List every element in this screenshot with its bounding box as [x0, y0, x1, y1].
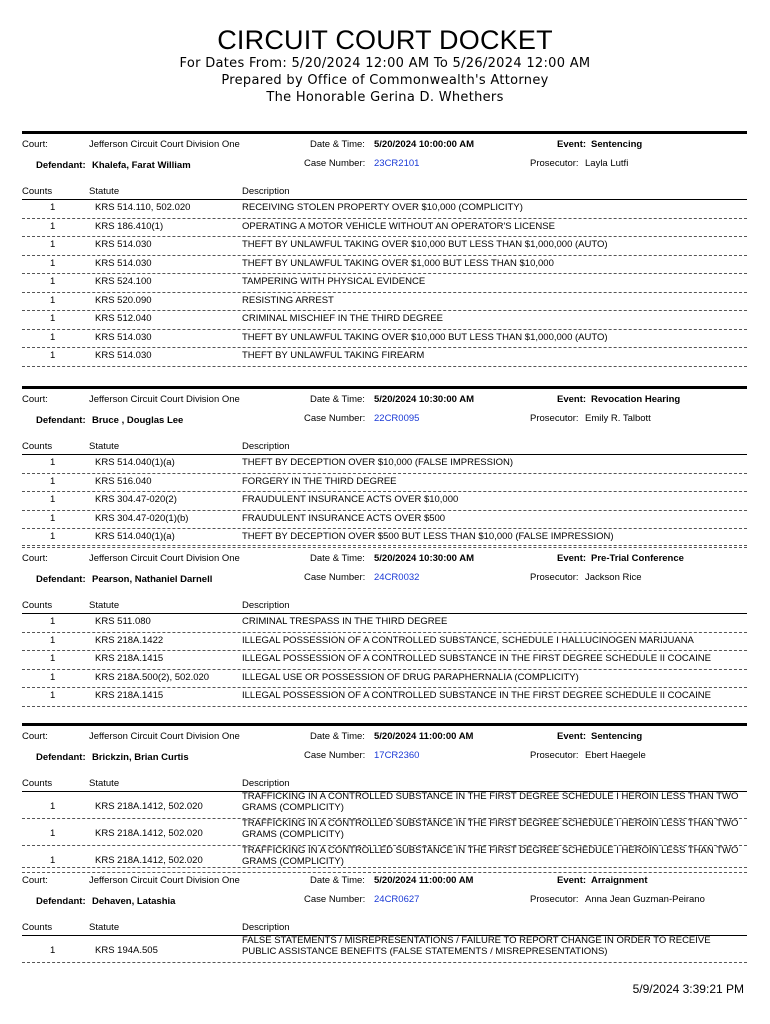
charge-row	[22, 935, 747, 963]
counts-header: Counts	[22, 600, 53, 611]
charge-statute: KRS 186.410(1)	[95, 220, 164, 232]
event-type: Sentencing	[591, 731, 643, 742]
charge-statute: KRS 514.040(1)(a)	[95, 531, 175, 542]
charge-statute: KRS 218A.1412, 502.020	[95, 855, 203, 866]
defendant-label: Defendant:	[36, 896, 86, 907]
docket-title: CIRCUIT COURT DOCKET	[217, 25, 553, 55]
court-name: Jefferson Circuit Court Division One	[89, 875, 240, 886]
charge-statute: KRS 218A.1412, 502.020	[95, 801, 203, 812]
charge-description: ILLEGAL POSSESSION OF A CONTROLLED SUBSTANCE, SCHEDULE I HALLUCINOGEN MARIJUANA	[242, 634, 694, 646]
charge-description: CRIMINAL TRESPASS IN THE THIRD DEGREE	[242, 616, 448, 627]
hearing-datetime: 5/20/2024 11:00:00 AM	[374, 731, 474, 742]
event-type: Sentencing	[591, 139, 643, 150]
counts-header: Counts	[22, 441, 53, 452]
defendant-label: Defendant:	[36, 752, 86, 763]
charges-header	[22, 185, 747, 200]
charge-count: 1	[50, 531, 56, 542]
court-name: Jefferson Circuit Court Division One	[89, 553, 240, 564]
charge-description: THEFT BY UNLAWFUL TAKING OVER $1,000 BUT LESS THAN $10,000	[242, 257, 554, 269]
charge-statute: KRS 516.040	[95, 475, 152, 487]
defendant-name: Dehaven, Latashia	[92, 896, 176, 907]
charge-statute: KRS 524.100	[95, 276, 152, 287]
charge-description: THEFT BY DECEPTION OVER $10,000 (FALSE IMPRESSION)	[242, 457, 514, 468]
prosecutor-label: Prosecutor:	[530, 572, 579, 583]
charge-row	[22, 273, 747, 293]
prosecutor-name: Anna Jean Guzman-Peirano	[585, 894, 705, 905]
charge-description: TRAFFICKING IN A CONTROLLED SUBSTANCE IN THE FIRST DEGREE SCHEDULE I HEROIN LESS THAN TWO GRAMS (COMPLICITY)	[242, 845, 739, 867]
charge-count: 1	[50, 257, 56, 269]
charge-row	[22, 199, 747, 219]
charge-count: 1	[50, 276, 56, 287]
charge-description: ILLEGAL POSSESSION OF A CONTROLLED SUBSTANCE IN THE FIRST DEGREE SCHEDULE II COCAINE	[242, 653, 711, 664]
description-header: Description	[242, 778, 290, 789]
charge-description: FALSE STATEMENTS / MISREPRESENTATIONS / FAILURE TO REPORT CHANGE IN ORDER TO RECEIVE PUBLIC ASSISTANCE BENEFITS (FALSE STATEMENTS / MISREPRESENTATIONS)	[242, 935, 711, 957]
charge-count: 1	[50, 475, 56, 487]
charge-description: TRAFFICKING IN A CONTROLLED SUBSTANCE IN THE FIRST DEGREE SCHEDULE I HEROIN LESS THAN TWO GRAMS (COMPLICITY)	[242, 791, 739, 813]
datetime-label: Date & Time:	[310, 731, 365, 742]
court-label: Court:	[22, 731, 48, 742]
datetime-label: Date & Time:	[310, 553, 365, 564]
event-label: Event:	[557, 731, 587, 742]
prepared-by: Prepared by Office of Commonwealth's Attorney	[221, 73, 549, 88]
defendant-name: Bruce , Douglas Lee	[92, 415, 184, 426]
event-label: Event:	[557, 139, 587, 150]
charge-row	[22, 255, 747, 275]
charge-count: 1	[50, 634, 56, 646]
date-range: For Dates From: 5/20/2024 12:00 AM To 5/26/2024 12:00 AM	[179, 56, 591, 71]
charge-row	[22, 510, 747, 530]
charge-count: 1	[50, 828, 56, 839]
charge-count: 1	[50, 239, 56, 250]
charge-count: 1	[50, 457, 56, 468]
charge-statute: KRS 218A.1415	[95, 653, 164, 664]
case-divider	[22, 131, 747, 134]
event-label: Event:	[557, 875, 587, 886]
charge-row	[22, 236, 747, 256]
charge-description: THEFT BY UNLAWFUL TAKING FIREARM	[242, 350, 425, 361]
hearing-datetime: 5/20/2024 10:30:00 AM	[374, 394, 474, 405]
case-number-link[interactable]: 22CR0095	[374, 413, 420, 424]
prosecutor-name: Emily R. Talbott	[585, 413, 651, 424]
datetime-label: Date & Time:	[310, 394, 365, 405]
case-number-link[interactable]: 23CR2101	[374, 158, 420, 169]
charge-statute: KRS 218A.1415	[95, 690, 164, 701]
charge-row	[22, 791, 747, 819]
statute-header: Statute	[89, 600, 120, 611]
charge-statute: KRS 194A.505	[95, 945, 158, 956]
charges-header	[22, 440, 747, 455]
statute-header: Statute	[89, 778, 120, 789]
charge-description: ILLEGAL USE OR POSSESSION OF DRUG PARAPHERNALIA (COMPLICITY)	[242, 671, 579, 683]
description-header: Description	[242, 441, 290, 452]
charges-header	[22, 777, 747, 792]
charge-description: FRAUDULENT INSURANCE ACTS OVER $500	[242, 512, 446, 524]
case-divider	[22, 867, 747, 868]
defendant-label: Defendant:	[36, 160, 86, 171]
charge-statute: KRS 514.030	[95, 350, 152, 361]
event-label: Event:	[557, 553, 587, 564]
charge-row	[22, 473, 747, 493]
charge-count: 1	[50, 616, 56, 627]
charge-description: CRIMINAL MISCHIEF IN THE THIRD DEGREE	[242, 313, 443, 324]
case-number-link[interactable]: 17CR2360	[374, 750, 420, 761]
charge-statute: KRS 514.040(1)(a)	[95, 457, 175, 468]
charge-description: FORGERY IN THE THIRD DEGREE	[242, 475, 397, 487]
charge-statute: KRS 218A.500(2), 502.020	[95, 671, 210, 683]
charge-statute: KRS 514.110, 502.020	[95, 202, 191, 213]
charge-statute: KRS 304.47-020(2)	[95, 494, 177, 505]
statute-header: Statute	[89, 441, 120, 452]
charge-count: 1	[50, 671, 56, 683]
charge-count: 1	[50, 512, 56, 524]
defendant-name: Brickzin, Brian Curtis	[92, 752, 189, 763]
prosecutor-label: Prosecutor:	[530, 413, 579, 424]
charge-statute: KRS 304.47-020(1)(b)	[95, 512, 189, 524]
description-header: Description	[242, 922, 290, 933]
court-name: Jefferson Circuit Court Division One	[89, 139, 240, 150]
charge-description: OPERATING A MOTOR VEHICLE WITHOUT AN OPERATOR'S LICENSE	[242, 220, 555, 232]
charge-count: 1	[50, 690, 56, 701]
defendant-label: Defendant:	[36, 415, 86, 426]
charge-row	[22, 491, 747, 511]
charge-row	[22, 347, 747, 367]
event-type: Arraignment	[591, 875, 648, 886]
charge-description: TRAFFICKING IN A CONTROLLED SUBSTANCE IN THE FIRST DEGREE SCHEDULE I HEROIN LESS THAN TWO GRAMS (COMPLICITY)	[242, 818, 739, 840]
case-divider	[22, 386, 747, 389]
charge-count: 1	[50, 202, 56, 213]
charge-count: 1	[50, 220, 56, 232]
charges-header	[22, 599, 747, 614]
charge-row	[22, 818, 747, 846]
defendant-label: Defendant:	[36, 574, 86, 585]
charge-statute: KRS 218A.1412, 502.020	[95, 828, 203, 839]
datetime-label: Date & Time:	[310, 139, 365, 150]
case-number-label: Case Number:	[304, 413, 366, 424]
charge-count: 1	[50, 855, 56, 866]
prosecutor-label: Prosecutor:	[530, 158, 579, 169]
case-divider	[22, 545, 747, 546]
charge-statute: KRS 512.040	[95, 313, 152, 324]
court-label: Court:	[22, 553, 48, 564]
case-number-label: Case Number:	[304, 158, 366, 169]
charge-statute: KRS 218A.1422	[95, 634, 164, 646]
charge-statute: KRS 514.030	[95, 257, 152, 269]
charge-count: 1	[50, 945, 56, 956]
charge-statute: KRS 514.030	[95, 239, 152, 250]
court-name: Jefferson Circuit Court Division One	[89, 394, 240, 405]
charges-header	[22, 921, 747, 936]
court-label: Court:	[22, 139, 48, 150]
prosecutor-label: Prosecutor:	[530, 750, 579, 761]
description-header: Description	[242, 186, 290, 197]
case-number-link[interactable]: 24CR0032	[374, 572, 420, 583]
charge-description: THEFT BY UNLAWFUL TAKING OVER $10,000 BUT LESS THAN $1,000,000 (AUTO)	[242, 331, 608, 343]
court-label: Court:	[22, 875, 48, 886]
charge-description: THEFT BY UNLAWFUL TAKING OVER $10,000 BUT LESS THAN $1,000,000 (AUTO)	[242, 239, 608, 250]
charge-row	[22, 218, 747, 238]
charge-row	[22, 687, 747, 707]
charge-row	[22, 329, 747, 349]
charge-count: 1	[50, 494, 56, 505]
charge-count: 1	[50, 653, 56, 664]
charge-statute: KRS 520.090	[95, 294, 152, 306]
charge-row	[22, 650, 747, 670]
counts-header: Counts	[22, 922, 53, 933]
defendant-name: Khalefa, Farat William	[92, 160, 191, 171]
charge-row	[22, 613, 747, 633]
charge-statute: KRS 514.030	[95, 331, 152, 343]
judge-name: The Honorable Gerina D. Whethers	[266, 90, 504, 105]
charge-count: 1	[50, 801, 56, 812]
charge-count: 1	[50, 331, 56, 343]
charge-count: 1	[50, 350, 56, 361]
case-number-label: Case Number:	[304, 572, 366, 583]
charge-statute: KRS 511.080	[95, 616, 151, 627]
print-timestamp: 5/9/2024 3:39:21 PM	[632, 982, 744, 996]
charge-row	[22, 669, 747, 689]
statute-header: Statute	[89, 922, 120, 933]
charge-description: FRAUDULENT INSURANCE ACTS OVER $10,000	[242, 494, 459, 505]
hearing-datetime: 5/20/2024 10:30:00 AM	[374, 553, 474, 564]
charge-description: TAMPERING WITH PHYSICAL EVIDENCE	[242, 276, 426, 287]
datetime-label: Date & Time:	[310, 875, 365, 886]
prosecutor-label: Prosecutor:	[530, 894, 579, 905]
prosecutor-name: Ebert Haegele	[585, 750, 646, 761]
case-number-link[interactable]: 24CR0627	[374, 894, 420, 905]
charge-count: 1	[50, 294, 56, 306]
case-number-label: Case Number:	[304, 894, 366, 905]
charge-row	[22, 632, 747, 652]
charge-description: RECEIVING STOLEN PROPERTY OVER $10,000 (COMPLICITY)	[242, 202, 523, 213]
counts-header: Counts	[22, 186, 53, 197]
description-header: Description	[242, 600, 290, 611]
case-divider	[22, 723, 747, 726]
charge-row	[22, 454, 747, 474]
case-number-label: Case Number:	[304, 750, 366, 761]
event-label: Event:	[557, 394, 587, 405]
charge-description: RESISTING ARREST	[242, 294, 334, 306]
charge-description: ILLEGAL POSSESSION OF A CONTROLLED SUBSTANCE IN THE FIRST DEGREE SCHEDULE II COCAINE	[242, 690, 711, 701]
hearing-datetime: 5/20/2024 11:00:00 AM	[374, 875, 474, 886]
statute-header: Statute	[89, 186, 120, 197]
charge-count: 1	[50, 313, 56, 324]
charge-row	[22, 845, 747, 873]
event-type: Pre-Trial Conference	[591, 553, 684, 564]
defendant-name: Pearson, Nathaniel Darnell	[92, 574, 213, 585]
charge-row	[22, 310, 747, 330]
hearing-datetime: 5/20/2024 10:00:00 AM	[374, 139, 474, 150]
event-type: Revocation Hearing	[591, 394, 681, 405]
counts-header: Counts	[22, 778, 53, 789]
court-label: Court:	[22, 394, 48, 405]
prosecutor-name: Jackson Rice	[585, 572, 642, 583]
charge-row	[22, 292, 747, 312]
charge-description: THEFT BY DECEPTION OVER $500 BUT LESS THAN $10,000 (FALSE IMPRESSION)	[242, 531, 614, 542]
prosecutor-name: Layla Lutfi	[585, 158, 629, 169]
court-name: Jefferson Circuit Court Division One	[89, 731, 240, 742]
